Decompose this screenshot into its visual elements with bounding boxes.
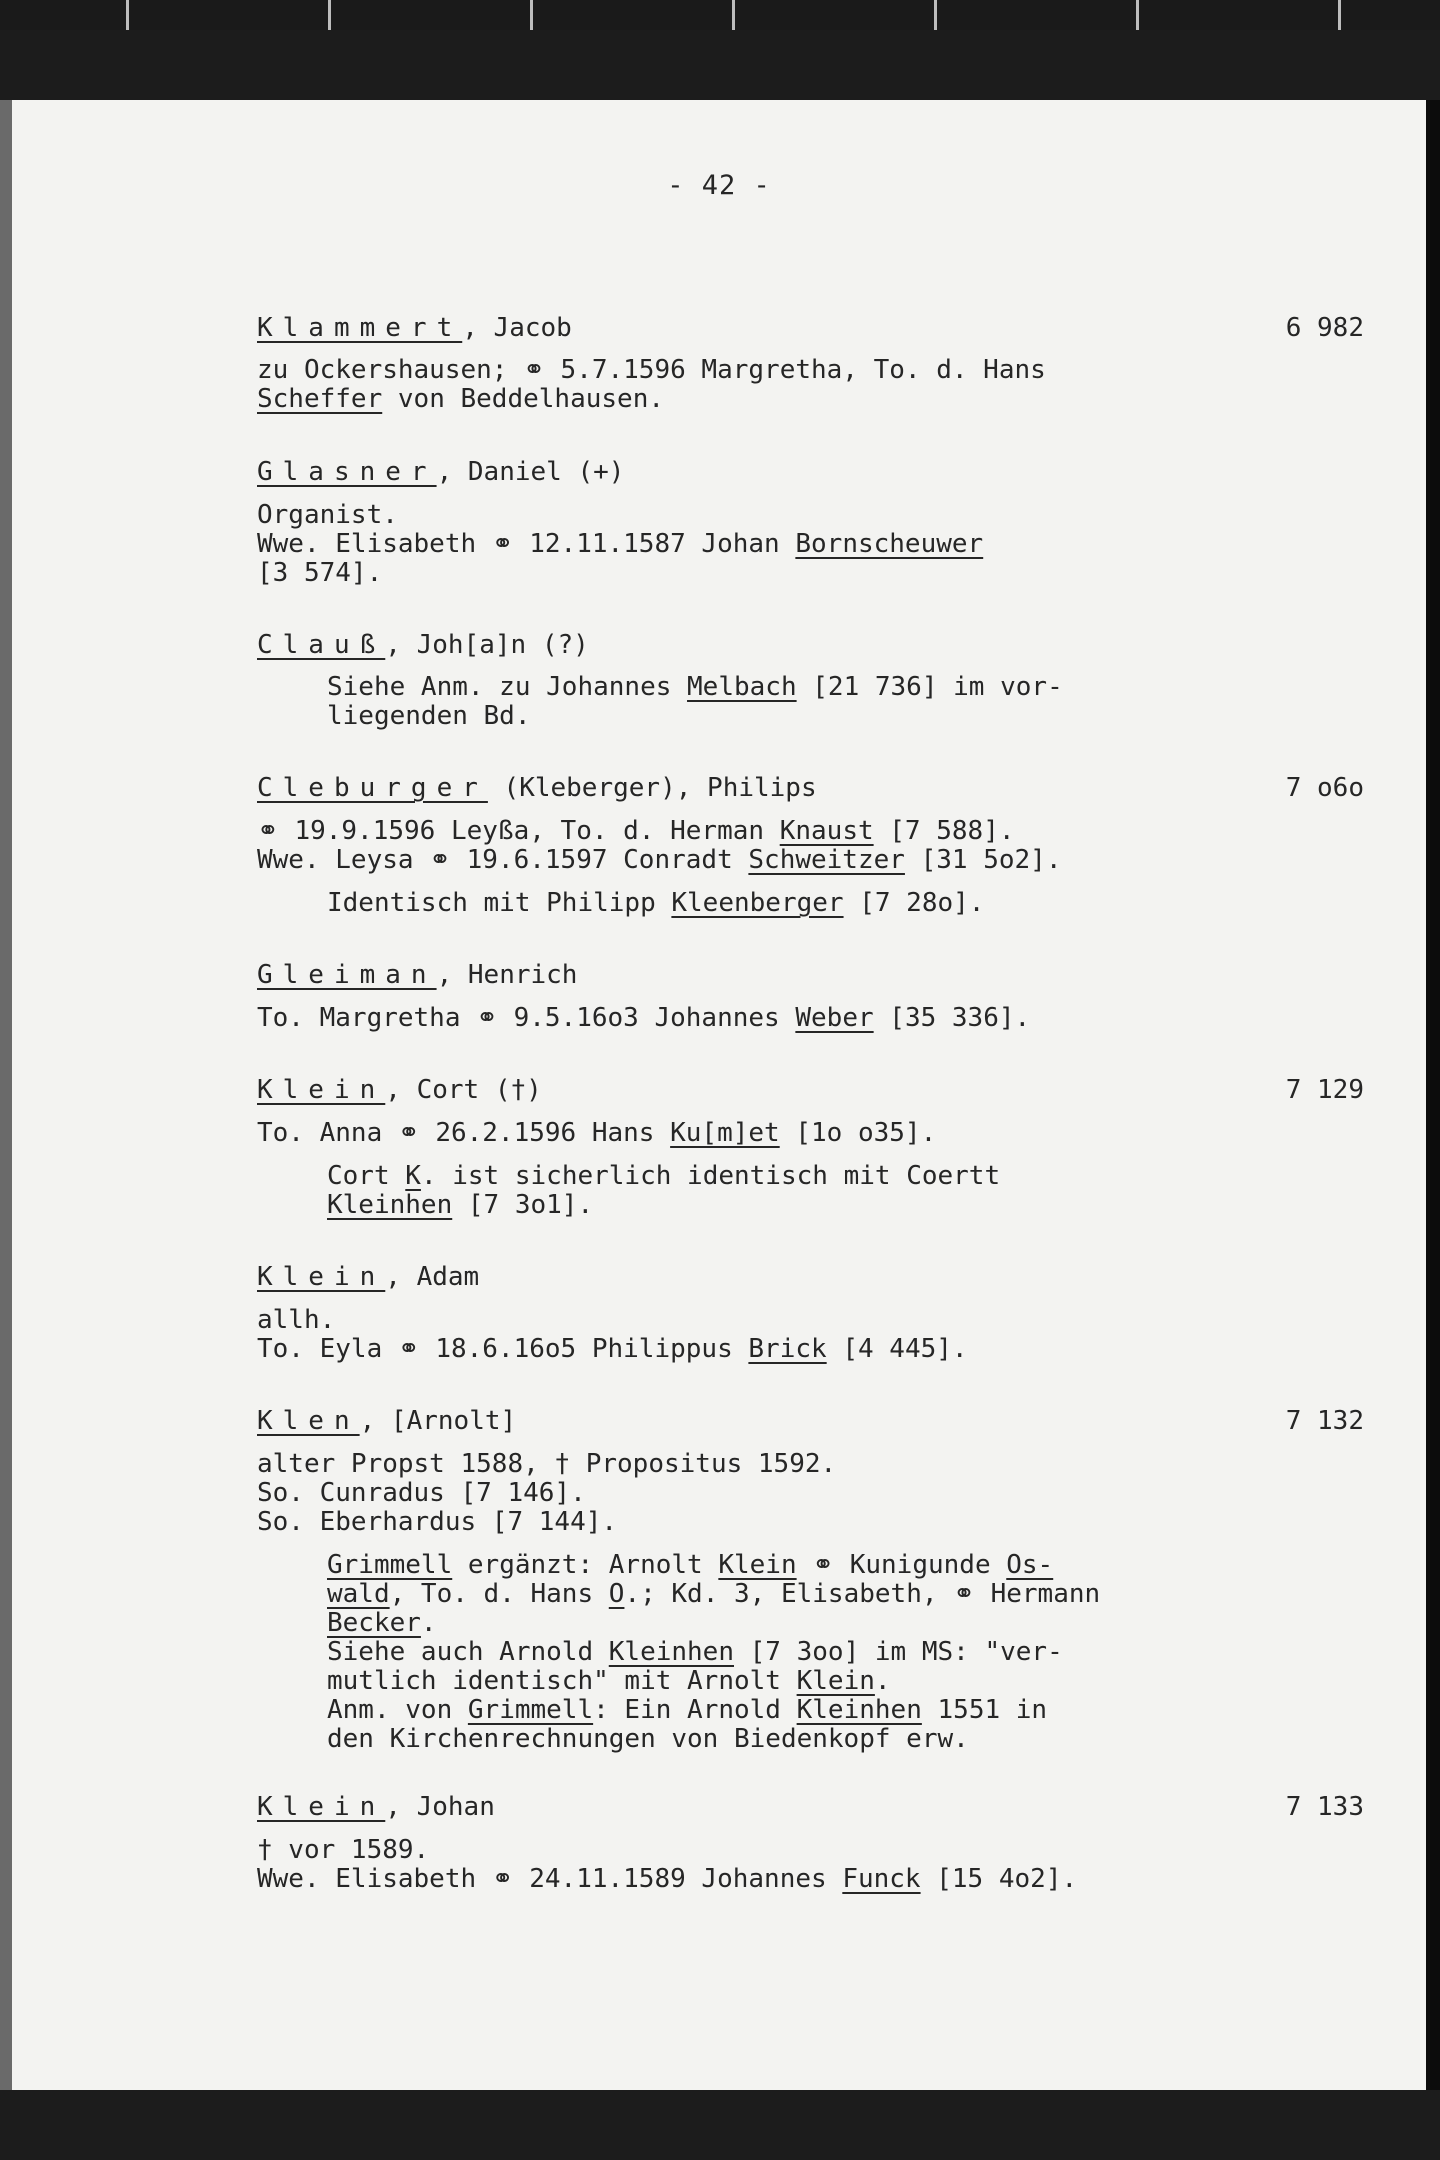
text-segment: alter Propst 1588, † Propositus 1592. <box>257 1449 837 1479</box>
entry-given-name: , Jacob <box>462 313 572 343</box>
entry-heading <box>257 1262 479 1292</box>
scale-tick <box>1136 0 1139 30</box>
scale-tick <box>1338 0 1341 30</box>
text-segment: [7 3oo] im MS: "ver- <box>734 1637 1063 1667</box>
text-segment: [7 588]. <box>873 816 1015 846</box>
entry-heading <box>257 1075 542 1105</box>
underlined-name: Melbach <box>687 672 797 702</box>
scale-tick <box>732 0 735 30</box>
underlined-name: Brick <box>748 1334 827 1364</box>
entry-surname: Klein <box>257 1792 386 1822</box>
text-segment: So. Cunradus [7 146]. <box>257 1478 586 1508</box>
text-segment: ⚭ Kunigunde <box>796 1550 1007 1580</box>
text-segment: [1o o35]. <box>779 1118 937 1148</box>
entry-given-name: , Joh[a]n (?) <box>385 630 589 660</box>
entry-surname: Clauß <box>257 630 386 660</box>
entry-note-line <box>327 1608 437 1638</box>
text-segment: von Beddelhausen. <box>382 384 664 414</box>
text-segment: Wwe. Elisabeth ⚭ 12.11.1587 Johan <box>257 529 796 559</box>
right-page-edge <box>1426 100 1440 2090</box>
entry-note-line <box>327 1190 593 1220</box>
underlined-name: Bornscheuwer <box>795 529 984 559</box>
entry-heading <box>257 1792 495 1822</box>
entry-heading <box>257 313 572 343</box>
entry-note-line <box>327 672 1063 702</box>
entry-text-line <box>257 1864 1077 1894</box>
entry-text-line <box>257 558 382 588</box>
entry-note-line <box>327 701 531 731</box>
underlined-name: K <box>405 1161 421 1191</box>
entry-text-line <box>257 355 1046 385</box>
underlined-name: Schweitzer <box>748 845 905 875</box>
entry-given-name: , Henrich <box>436 960 578 990</box>
text-segment: To. Eyla ⚭ 18.6.16o5 Philippus <box>257 1334 749 1364</box>
text-segment: ⚭ 19.9.1596 Leyßa, To. d. Herman <box>257 816 780 846</box>
entry-reference-number: 7 o6o <box>1285 773 1364 803</box>
text-segment: Siehe Anm. zu Johannes <box>327 672 688 702</box>
underlined-name: Kleinhen <box>327 1190 453 1220</box>
text-segment: . ist sicherlich identisch mit Coertt <box>420 1161 1001 1191</box>
text-segment: † vor 1589. <box>257 1835 430 1865</box>
scale-tick <box>934 0 937 30</box>
text-segment: mutlich identisch" mit Arnolt <box>327 1666 797 1696</box>
entry-given-name: (Kleberger), Philips <box>487 773 817 803</box>
text-segment: [3 574]. <box>257 558 383 588</box>
text-segment: [35 336]. <box>873 1003 1031 1033</box>
text-segment: [7 28o]. <box>843 888 985 918</box>
underlined-name: Becker <box>327 1608 421 1638</box>
entry-text-line <box>257 1478 586 1508</box>
text-segment: den Kirchenrechnungen von Biedenkopf erw. <box>327 1724 969 1754</box>
underlined-name: Knaust <box>779 816 874 846</box>
entry-reference-number: 6 982 <box>1285 313 1364 343</box>
text-segment: Siehe auch Arnold <box>327 1637 609 1667</box>
left-page-edge <box>0 100 12 2090</box>
entry-text-line <box>257 1835 429 1865</box>
text-segment: : Ein Arnold <box>593 1695 797 1725</box>
entry-surname: Cleburger <box>257 773 488 803</box>
entry-text-line <box>257 845 1061 875</box>
entry-note-line <box>327 1550 1053 1580</box>
text-segment: Wwe. Elisabeth ⚭ 24.11.1589 Johannes <box>257 1864 843 1894</box>
text-segment: liegenden Bd. <box>327 701 531 731</box>
entry-given-name: , Daniel (+) <box>436 457 625 487</box>
text-segment: Identisch mit Philipp <box>327 888 672 918</box>
entry-text-line <box>257 1449 836 1479</box>
underlined-name: Os- <box>1006 1550 1054 1580</box>
text-segment: . <box>874 1666 891 1696</box>
entry-given-name: , Adam <box>385 1262 480 1292</box>
underlined-name: Kleinhen <box>796 1695 922 1725</box>
entry-surname: Klen <box>257 1406 360 1436</box>
text-segment: .; Kd. 3, Elisabeth, ⚭ Hermann <box>624 1579 1101 1609</box>
entry-text-line <box>257 1334 968 1364</box>
entry-note-line <box>327 1579 1100 1609</box>
underlined-name: O <box>608 1579 625 1609</box>
entry-text-line <box>257 816 1015 846</box>
text-segment: [7 3o1]. <box>452 1190 594 1220</box>
entry-surname: Glasner <box>257 457 437 487</box>
scale-tick <box>126 0 129 30</box>
entry-heading <box>257 457 624 487</box>
scale-tick <box>328 0 331 30</box>
text-segment: To. Margretha ⚭ 9.5.16o3 Johannes <box>257 1003 796 1033</box>
underlined-name: Kleinhen <box>608 1637 734 1667</box>
entry-reference-number: 7 132 <box>1285 1406 1364 1436</box>
text-segment: Organist. <box>257 500 398 530</box>
underlined-name: Funck <box>842 1864 921 1894</box>
text-segment: ergänzt: Arnolt <box>452 1550 719 1580</box>
entry-note-line <box>327 1724 969 1754</box>
scale-tick <box>530 0 533 30</box>
text-segment: , To. d. Hans <box>389 1579 609 1609</box>
entry-note-line <box>327 1666 891 1696</box>
entry-note-line <box>327 888 984 918</box>
text-segment: allh. <box>257 1305 336 1335</box>
text-segment: Anm. von <box>327 1695 468 1725</box>
entry-text-line <box>257 1305 335 1335</box>
text-segment: [21 736] im vor- <box>796 672 1063 702</box>
text-segment: So. Eberhardus [7 144]. <box>257 1507 618 1537</box>
underlined-name: Scheffer <box>257 384 383 414</box>
entry-note-line <box>327 1637 1063 1667</box>
text-segment: Wwe. Leysa ⚭ 19.6.1597 Conradt <box>257 845 749 875</box>
entry-reference-number: 7 129 <box>1285 1075 1364 1105</box>
entry-text-line <box>257 1003 1030 1033</box>
underlined-name: Grimmell <box>327 1550 453 1580</box>
entry-note-line <box>327 1695 1047 1725</box>
text-segment: zu Ockershausen; ⚭ 5.7.1596 Margretha, To. d. Hans <box>257 355 1046 385</box>
text-segment: Cort <box>327 1161 406 1191</box>
entry-heading <box>257 960 577 990</box>
entry-text-line <box>257 1118 936 1148</box>
underlined-name: Weber <box>795 1003 874 1033</box>
scanner-top-bar <box>0 0 1440 30</box>
underlined-name: Klein <box>718 1550 797 1580</box>
entry-heading <box>257 1406 516 1436</box>
entry-reference-number: 7 133 <box>1285 1792 1364 1822</box>
underlined-name: Grimmell <box>467 1695 594 1725</box>
entry-surname: Klein <box>257 1262 386 1292</box>
entry-given-name: , [Arnolt] <box>359 1406 517 1436</box>
underlined-name: Ku[m]et <box>670 1118 780 1148</box>
entry-text-line <box>257 384 664 414</box>
document-page <box>12 100 1426 2090</box>
text-segment: . <box>420 1608 437 1638</box>
entry-surname: Klein <box>257 1075 386 1105</box>
text-segment: [31 5o2]. <box>904 845 1062 875</box>
entry-surname: Klammert <box>257 313 463 343</box>
entry-heading <box>257 630 589 660</box>
entry-text-line <box>257 529 983 559</box>
underlined-name: Klein <box>796 1666 875 1696</box>
entry-note-line <box>327 1161 1000 1191</box>
entry-given-name: , Johan <box>385 1792 495 1822</box>
underlined-name: Kleenberger <box>671 888 844 918</box>
underlined-name: wald <box>327 1579 390 1609</box>
entry-text-line <box>257 500 398 530</box>
text-segment: [15 4o2]. <box>920 1864 1078 1894</box>
page-number: - 42 - <box>667 170 771 201</box>
entry-surname: Gleiman <box>257 960 437 990</box>
text-segment: [4 445]. <box>826 1334 968 1364</box>
entry-text-line <box>257 1507 617 1537</box>
text-segment: 1551 in <box>921 1695 1048 1725</box>
text-segment: To. Anna ⚭ 26.2.1596 Hans <box>257 1118 671 1148</box>
entry-heading <box>257 773 817 803</box>
entry-given-name: , Cort (†) <box>385 1075 542 1105</box>
